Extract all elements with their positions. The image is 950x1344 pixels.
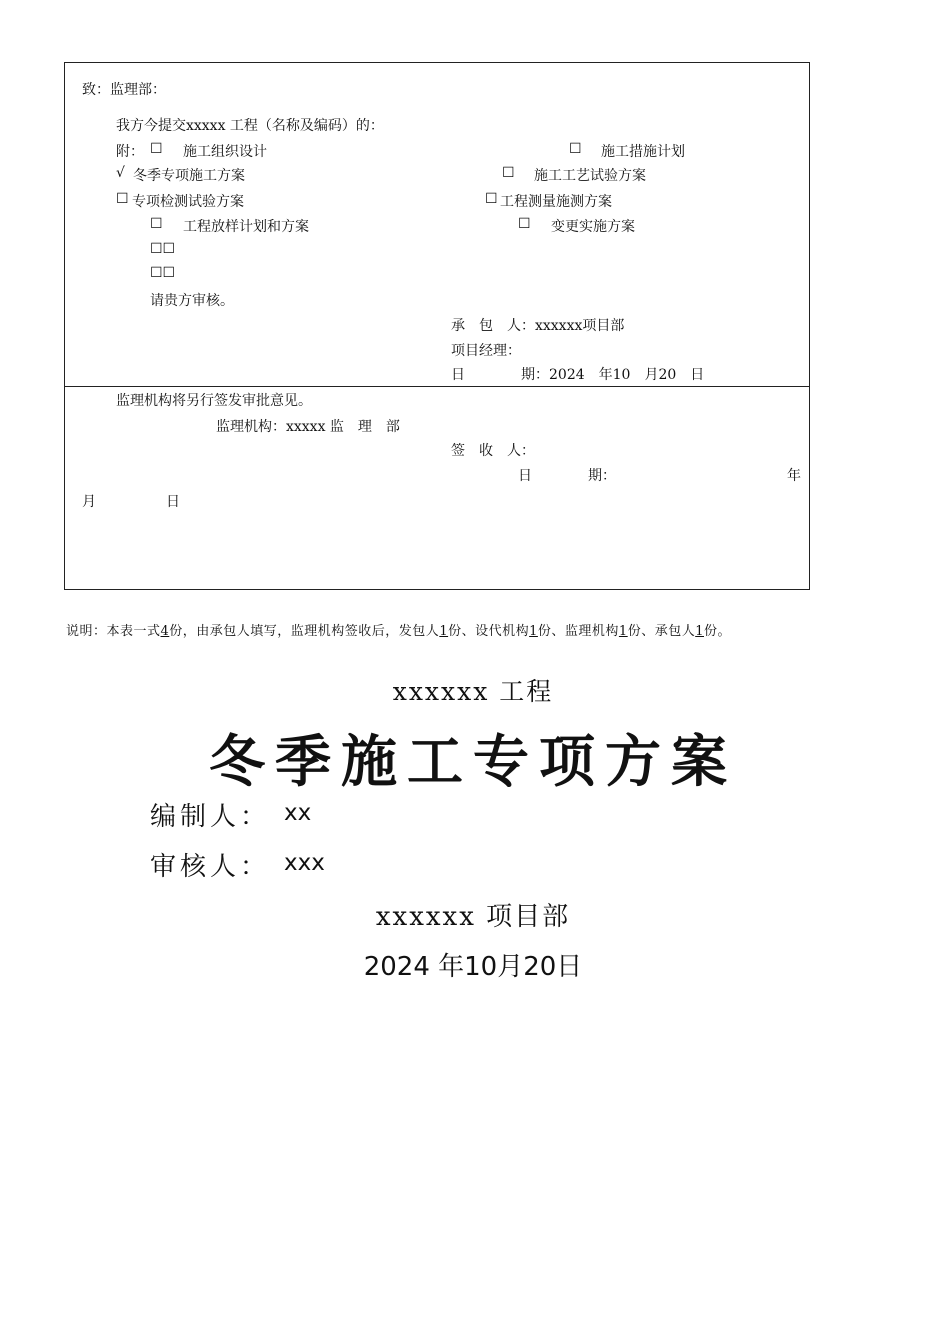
date-line: 日 期：2024 年10 月20 日 bbox=[451, 367, 705, 383]
to-line: 致：监理部： bbox=[82, 82, 166, 98]
checkbox-icon[interactable]: ☐ bbox=[518, 216, 531, 232]
receive-year: 年 bbox=[787, 468, 801, 484]
attachment-label: 冬季专项施工方案 bbox=[133, 168, 245, 184]
department: xxxxxx 项目部 bbox=[375, 902, 571, 932]
blank-checkbox-row: ☐☐ bbox=[150, 265, 176, 281]
copies-employer: 1 bbox=[439, 624, 449, 639]
receiver-line: 签 收 人： bbox=[451, 443, 535, 459]
attachment-label: 变更实施方案 bbox=[551, 219, 635, 235]
form-divider bbox=[64, 386, 810, 387]
checkbox-icon[interactable]: ☐ bbox=[116, 191, 129, 207]
form-note bbox=[66, 620, 888, 644]
note-text: 说明：本表一式 bbox=[66, 624, 161, 639]
checkbox-icon[interactable]: ☐ bbox=[502, 165, 515, 181]
supervision-org: 监理机构：xxxxx 监 理 部 bbox=[216, 419, 400, 435]
note-text: 份、设代机构 bbox=[448, 624, 530, 639]
checkbox-icon[interactable]: ☐ bbox=[485, 191, 498, 207]
note-text: 份、承包人 bbox=[627, 624, 696, 639]
request-line: 请贵方审核。 bbox=[150, 293, 234, 309]
attachment-label: 工程测量施测方案 bbox=[500, 194, 612, 210]
checkbox-icon[interactable]: ☐ bbox=[150, 141, 163, 157]
project-name: xxxxxx 工程 bbox=[392, 677, 554, 706]
receive-day: 日 bbox=[166, 494, 180, 510]
cover-date: 2024 年10月20日 bbox=[363, 952, 583, 982]
copies-contractor: 1 bbox=[695, 624, 704, 639]
attachment-label: 施工组织设计 bbox=[183, 144, 267, 160]
contractor-line: 承 包 人：xxxxxx项目部 bbox=[451, 318, 625, 334]
note-text: 份、监理机构 bbox=[537, 624, 619, 639]
attachment-label: 工程放样计划和方案 bbox=[183, 219, 309, 235]
attachment-label: 专项检测试验方案 bbox=[132, 194, 244, 210]
copies-total: 4 bbox=[160, 624, 170, 639]
receive-month: 月 bbox=[82, 494, 96, 510]
manager-line: 项目经理： bbox=[451, 343, 521, 359]
reviewer-label: 审核人： bbox=[150, 852, 271, 882]
copies-design: 1 bbox=[529, 624, 538, 639]
attachment-label: 施工工艺试验方案 bbox=[534, 168, 646, 184]
attach-label: 附： bbox=[116, 144, 144, 160]
attachment-label: 施工措施计划 bbox=[601, 144, 685, 160]
note-text: 份，由承包人填写，监理机构签收后，发包人 bbox=[169, 624, 440, 639]
checkbox-icon[interactable]: ☐ bbox=[569, 141, 582, 157]
supervision-note: 监理机构将另行签发审批意见。 bbox=[116, 393, 312, 409]
compiler-label: 编制人： bbox=[150, 802, 271, 832]
cover-title: 冬季施工专项方案 bbox=[209, 729, 737, 795]
compiler-name: xx bbox=[284, 800, 312, 826]
submit-line: 我方今提交xxxxx 工程（名称及编码）的： bbox=[116, 118, 384, 134]
note-text: 份。 bbox=[703, 624, 731, 639]
checkmark-icon[interactable]: √ bbox=[116, 165, 125, 181]
checkbox-icon[interactable]: ☐ bbox=[150, 216, 163, 232]
copies-supervision: 1 bbox=[618, 624, 628, 639]
blank-checkbox-row: ☐☐ bbox=[150, 241, 176, 257]
receive-date-label: 日 期： bbox=[518, 468, 616, 484]
reviewer-name: xxx bbox=[284, 850, 325, 876]
